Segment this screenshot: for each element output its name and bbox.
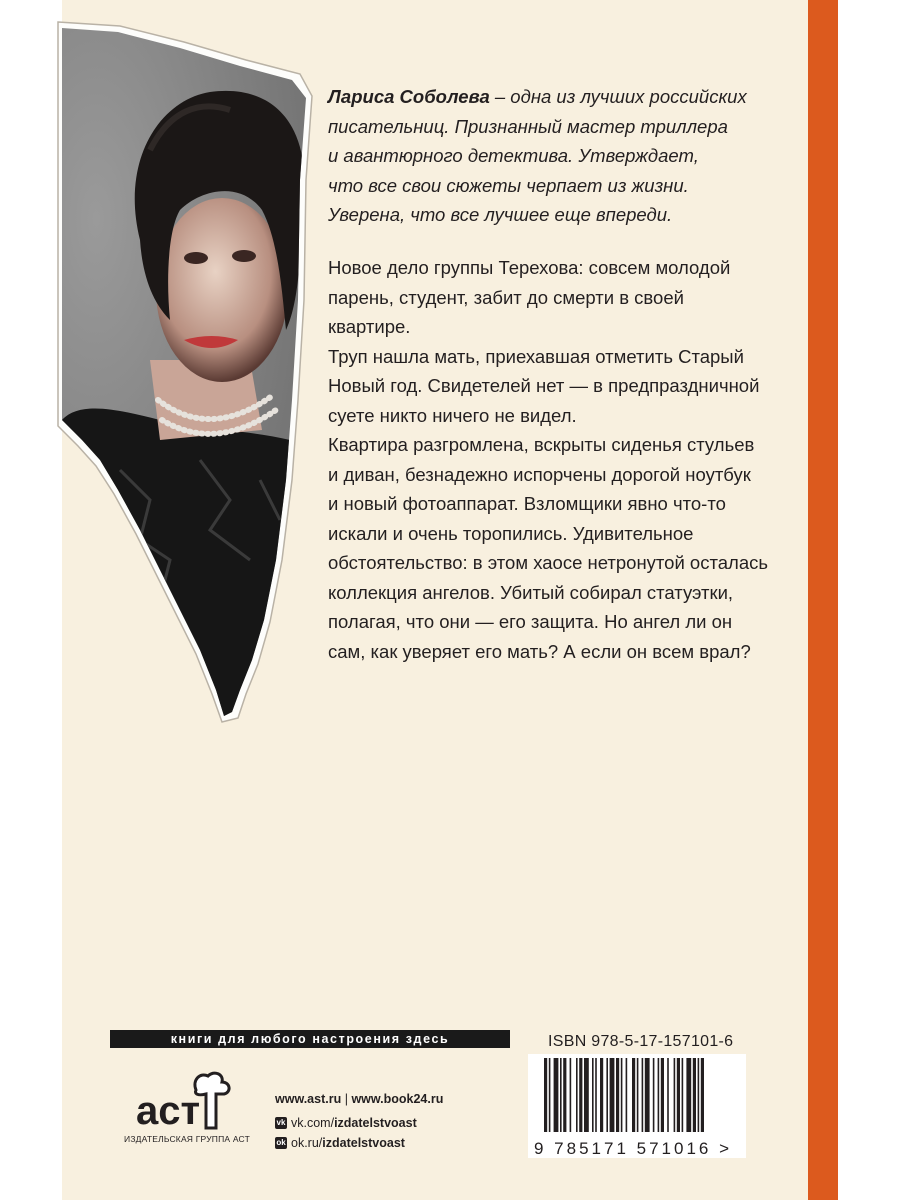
synopsis-line: искали и очень торопились. Удивительное <box>328 522 694 544</box>
logo-wordmark: аст <box>136 1089 201 1132</box>
site-link-book24[interactable]: www.book24.ru <box>351 1092 444 1106</box>
vk-prefix: vk.com/ <box>291 1116 335 1130</box>
publisher-logo <box>112 1068 262 1158</box>
barcode-bar <box>560 1058 562 1132</box>
barcode-bar <box>677 1058 680 1132</box>
website-links <box>275 1092 443 1106</box>
book-synopsis <box>328 253 768 666</box>
barcode-bar <box>584 1058 589 1132</box>
barcode-digits: 9 785171 571016 > <box>534 1139 733 1158</box>
synopsis-line: сам, как уверяет его мать? А если он всем врал? <box>328 640 751 662</box>
bio-line: Уверена, что все лучшее еще впереди. <box>328 204 673 225</box>
barcode-bar <box>570 1058 572 1132</box>
barcode-bar <box>563 1058 566 1132</box>
barcode-bar <box>544 1058 547 1132</box>
barcode-bar <box>682 1058 684 1132</box>
barcode-bar <box>701 1058 704 1132</box>
synopsis-line: парень, студент, забит до смерти в своей квартире. <box>328 286 684 337</box>
ok-handle: izdatelstvoast <box>322 1136 405 1150</box>
author-bio <box>328 82 748 230</box>
ast-logo-icon <box>132 1068 242 1132</box>
barcode-bar <box>686 1058 691 1132</box>
author-photo <box>0 0 320 730</box>
barcode-bar <box>693 1058 696 1132</box>
barcode-bar <box>698 1058 700 1132</box>
isbn-label: ISBN 978-5-17-157101-6 <box>548 1033 734 1050</box>
synopsis-line: суете никто ничего не видел. <box>328 404 577 426</box>
barcode-bar <box>626 1058 628 1132</box>
barcode-bar <box>595 1058 597 1132</box>
ok-link[interactable] <box>275 1136 405 1150</box>
synopsis-line: обстоятельство: в этом хаосе нетронутой осталась <box>328 552 768 573</box>
barcode-bar <box>549 1058 551 1132</box>
barcode-bar <box>579 1058 582 1132</box>
spine-stripe <box>808 0 838 1200</box>
barcode-bar <box>616 1058 619 1132</box>
barcode-bar <box>621 1058 623 1132</box>
barcode-bar <box>661 1058 664 1132</box>
barcode-bar <box>576 1058 578 1132</box>
barcode-bar <box>645 1058 650 1132</box>
barcode-bar <box>592 1058 594 1132</box>
tagline-bar: книги для любого настроения здесь <box>110 1030 510 1048</box>
author-name: Лариса Соболева <box>328 86 490 107</box>
site-separator: | <box>344 1092 348 1106</box>
bio-line: что все свои сюжеты черпает из жизни. <box>328 174 689 196</box>
barcode-bar <box>658 1058 660 1132</box>
synopsis-line: и диван, безнадежно испорчены дорогой ноутбук <box>328 463 751 485</box>
barcode-bar <box>554 1058 559 1132</box>
barcode-bar <box>637 1058 639 1132</box>
synopsis-line: полагая, что они — его защита. Но ангел ли он <box>328 611 733 632</box>
vk-link[interactable] <box>275 1116 417 1130</box>
barcode-bar <box>606 1058 608 1132</box>
barcode <box>528 1054 746 1158</box>
ok-prefix: ok.ru/ <box>291 1136 323 1150</box>
barcode-bar <box>610 1058 615 1132</box>
site-link-ast[interactable]: www.ast.ru <box>275 1092 342 1106</box>
barcode-bar <box>632 1058 635 1132</box>
synopsis-line: Квартира разгромлена, вскрыты сиденья стульев <box>328 434 755 455</box>
vk-handle: izdatelstvoast <box>334 1116 417 1130</box>
synopsis-line: и новый фотоаппарат. Взломщики явно что-то <box>328 493 726 514</box>
barcode-bar <box>653 1058 655 1132</box>
barcode-graphic <box>528 1054 746 1158</box>
vk-icon: vk <box>276 1118 286 1127</box>
bio-line: писательниц. Признанный мастер триллера <box>328 115 728 137</box>
odnoklassniki-icon: ok <box>276 1138 286 1147</box>
synopsis-line: Новый год. Свидетелей нет — в предпраздничной <box>328 375 760 396</box>
bio-line: – одна из лучших российских <box>489 86 747 107</box>
synopsis-line: Новое дело группы Терехова: совсем молодой <box>328 257 731 278</box>
barcode-bar <box>642 1058 644 1132</box>
barcode-bar <box>600 1058 603 1132</box>
synopsis-line: Труп нашла мать, приехавшая отметить Старый <box>328 345 744 367</box>
synopsis-line: коллекция ангелов. Убитый собирал статуэтки, <box>328 581 734 603</box>
bio-line: и авантюрного детектива. Утверждает, <box>328 145 699 166</box>
barcode-bar <box>667 1058 669 1132</box>
barcode-bar <box>674 1058 676 1132</box>
publisher-caption: ИЗДАТЕЛЬСКАЯ ГРУППА АСТ <box>124 1134 250 1144</box>
